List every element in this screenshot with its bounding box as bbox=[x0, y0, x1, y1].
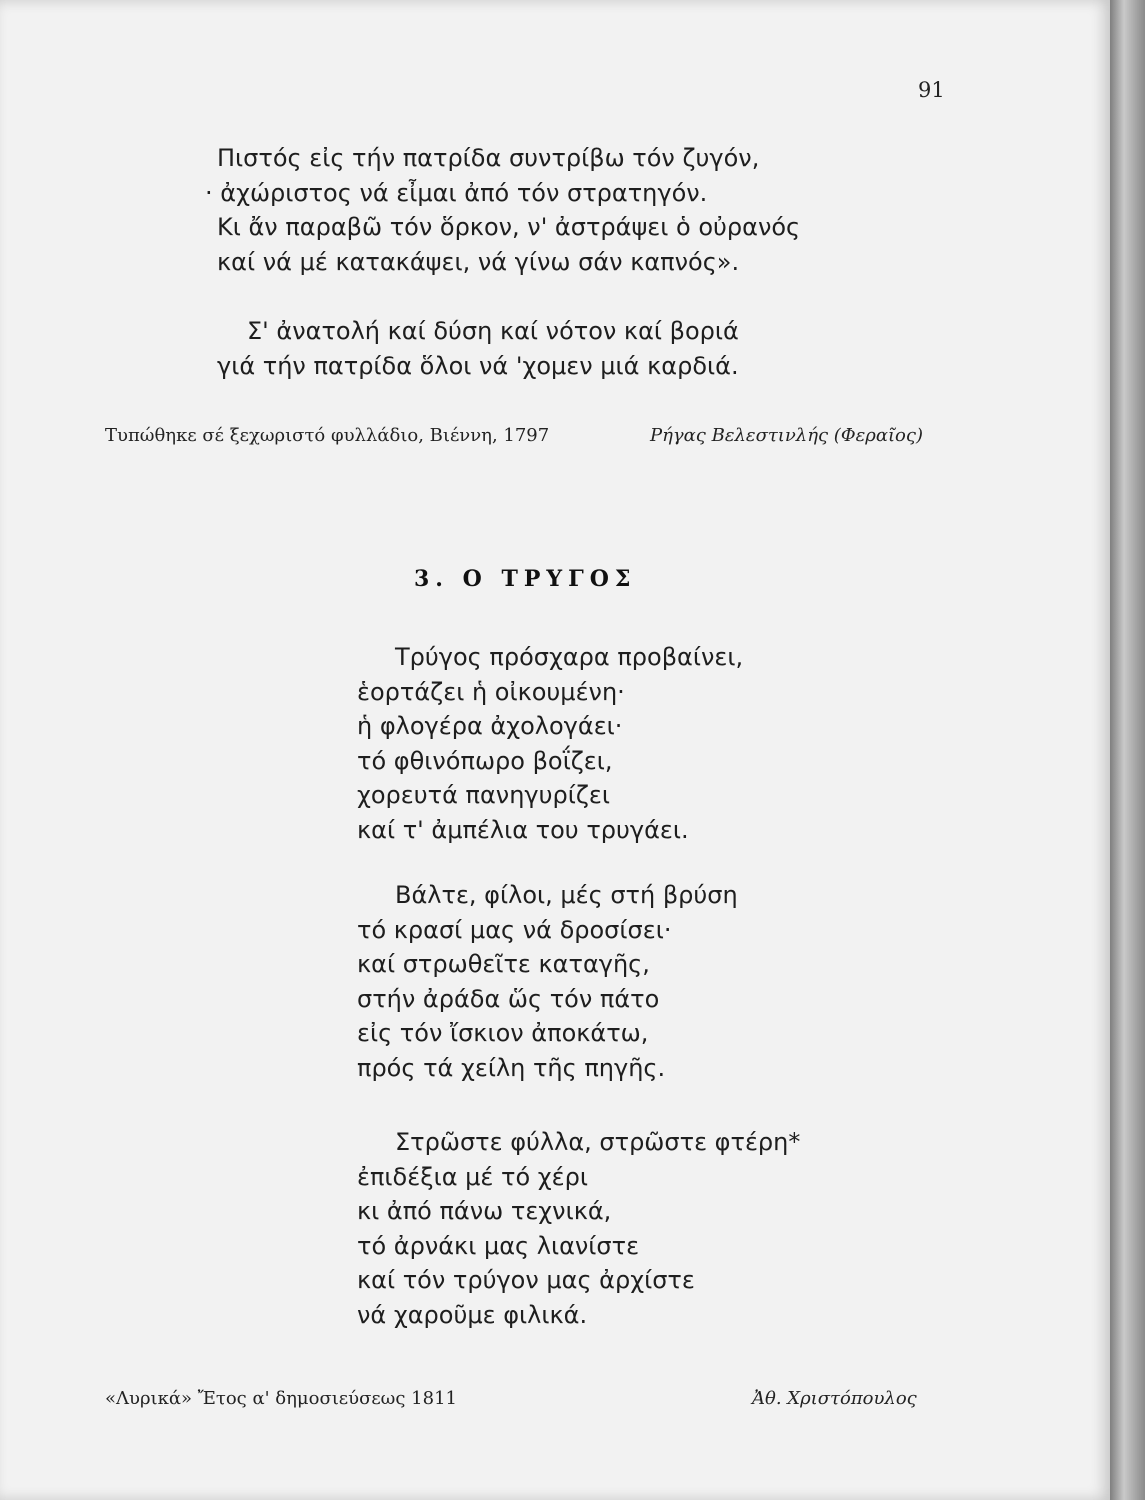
verse-line: Τρύγος πρόσχαρα προβαίνει, bbox=[395, 643, 744, 671]
verse-line: Σ' ἀνατολή καί δύση καί νότον καί βοριά bbox=[247, 317, 739, 345]
poem2-stanza-1 bbox=[357, 640, 743, 848]
verse-line: Βάλτε, φίλοι, μές στή βρύση bbox=[395, 881, 738, 909]
verse-line: καί τόν τρύγον μας ἀρχίστε bbox=[357, 1266, 695, 1295]
poem2-source: «Λυρικά» Ἔτος α' δημοσιεύσεως 1811 bbox=[105, 1388, 457, 1409]
verse-line: · ἀχώριστος νά εἶμαι ἀπό τόν στρατηγόν. bbox=[205, 178, 708, 207]
verse-line: στήν ἀράδα ὥς τόν πάτο bbox=[357, 984, 660, 1013]
verse-line: ἐπιδέξια μέ τό χέρι bbox=[357, 1162, 588, 1191]
verse-line: χορευτά πανηγυρίζει bbox=[357, 781, 611, 810]
verse-line: Πιστός εἰς τήν πατρίδα συντρίβω τόν ζυγόν, bbox=[217, 144, 760, 172]
verse-line: καί τ' ἀμπέλια του τρυγάει. bbox=[357, 815, 689, 844]
verse-line: κι ἀπό πάνω τεχνικά, bbox=[357, 1197, 612, 1226]
verse-line: καί νά μέ κατακάψει, νά γίνω σάν καπνός». bbox=[217, 247, 740, 276]
poem2-stanza-2 bbox=[357, 878, 738, 1086]
verse-line: εἰς τόν ἴσκιον ἀποκάτω, bbox=[357, 1019, 649, 1048]
poem2-stanza-3 bbox=[357, 1125, 800, 1333]
verse-line: τό ἀρνάκι μας λιανίστε bbox=[357, 1231, 640, 1260]
poem2-title: 3. Ο ΤΡΥΓΟΣ bbox=[414, 566, 637, 592]
poem1-author: Ρήγας Βελεστινλής (Φεραῖος) bbox=[650, 425, 923, 446]
poem2-author: Ἀθ. Χριστόπουλος bbox=[752, 1388, 917, 1409]
poem1-stanza-2 bbox=[217, 314, 739, 383]
verse-line: καί στρωθεῖτε καταγῆς, bbox=[357, 950, 650, 979]
poem1-stanza-1 bbox=[205, 141, 801, 279]
poem1-source: Τυπώθηκε σέ ξεχωριστό φυλλάδιο, Βιέννη, 1797 bbox=[105, 425, 550, 446]
verse-line: ἑορτάζει ἡ οἰκουμένη· bbox=[357, 677, 625, 706]
verse-line: τό φθινόπωρο βοΐζει, bbox=[357, 746, 613, 775]
verse-line: ἡ φλογέρα ἀχολογάει· bbox=[357, 712, 623, 741]
verse-line: γιά τήν πατρίδα ὅλοι νά 'χομεν μιά καρδιά. bbox=[217, 351, 739, 380]
verse-line: πρός τά χείλη τῆς πηγῆς. bbox=[357, 1053, 666, 1082]
page-edge bbox=[1110, 0, 1145, 1500]
verse-line: Στρῶστε φύλλα, στρῶστε φτέρη* bbox=[395, 1128, 801, 1156]
page-number: 91 bbox=[918, 78, 945, 102]
verse-line: Κι ἄν παραβῶ τόν ὅρκον, ν' ἀστράψει ὁ οὐρανός bbox=[217, 213, 801, 242]
verse-line: νά χαροῦμε φιλικά. bbox=[357, 1300, 588, 1329]
verse-line: τό κρασί μας νά δροσίσει· bbox=[357, 915, 672, 944]
